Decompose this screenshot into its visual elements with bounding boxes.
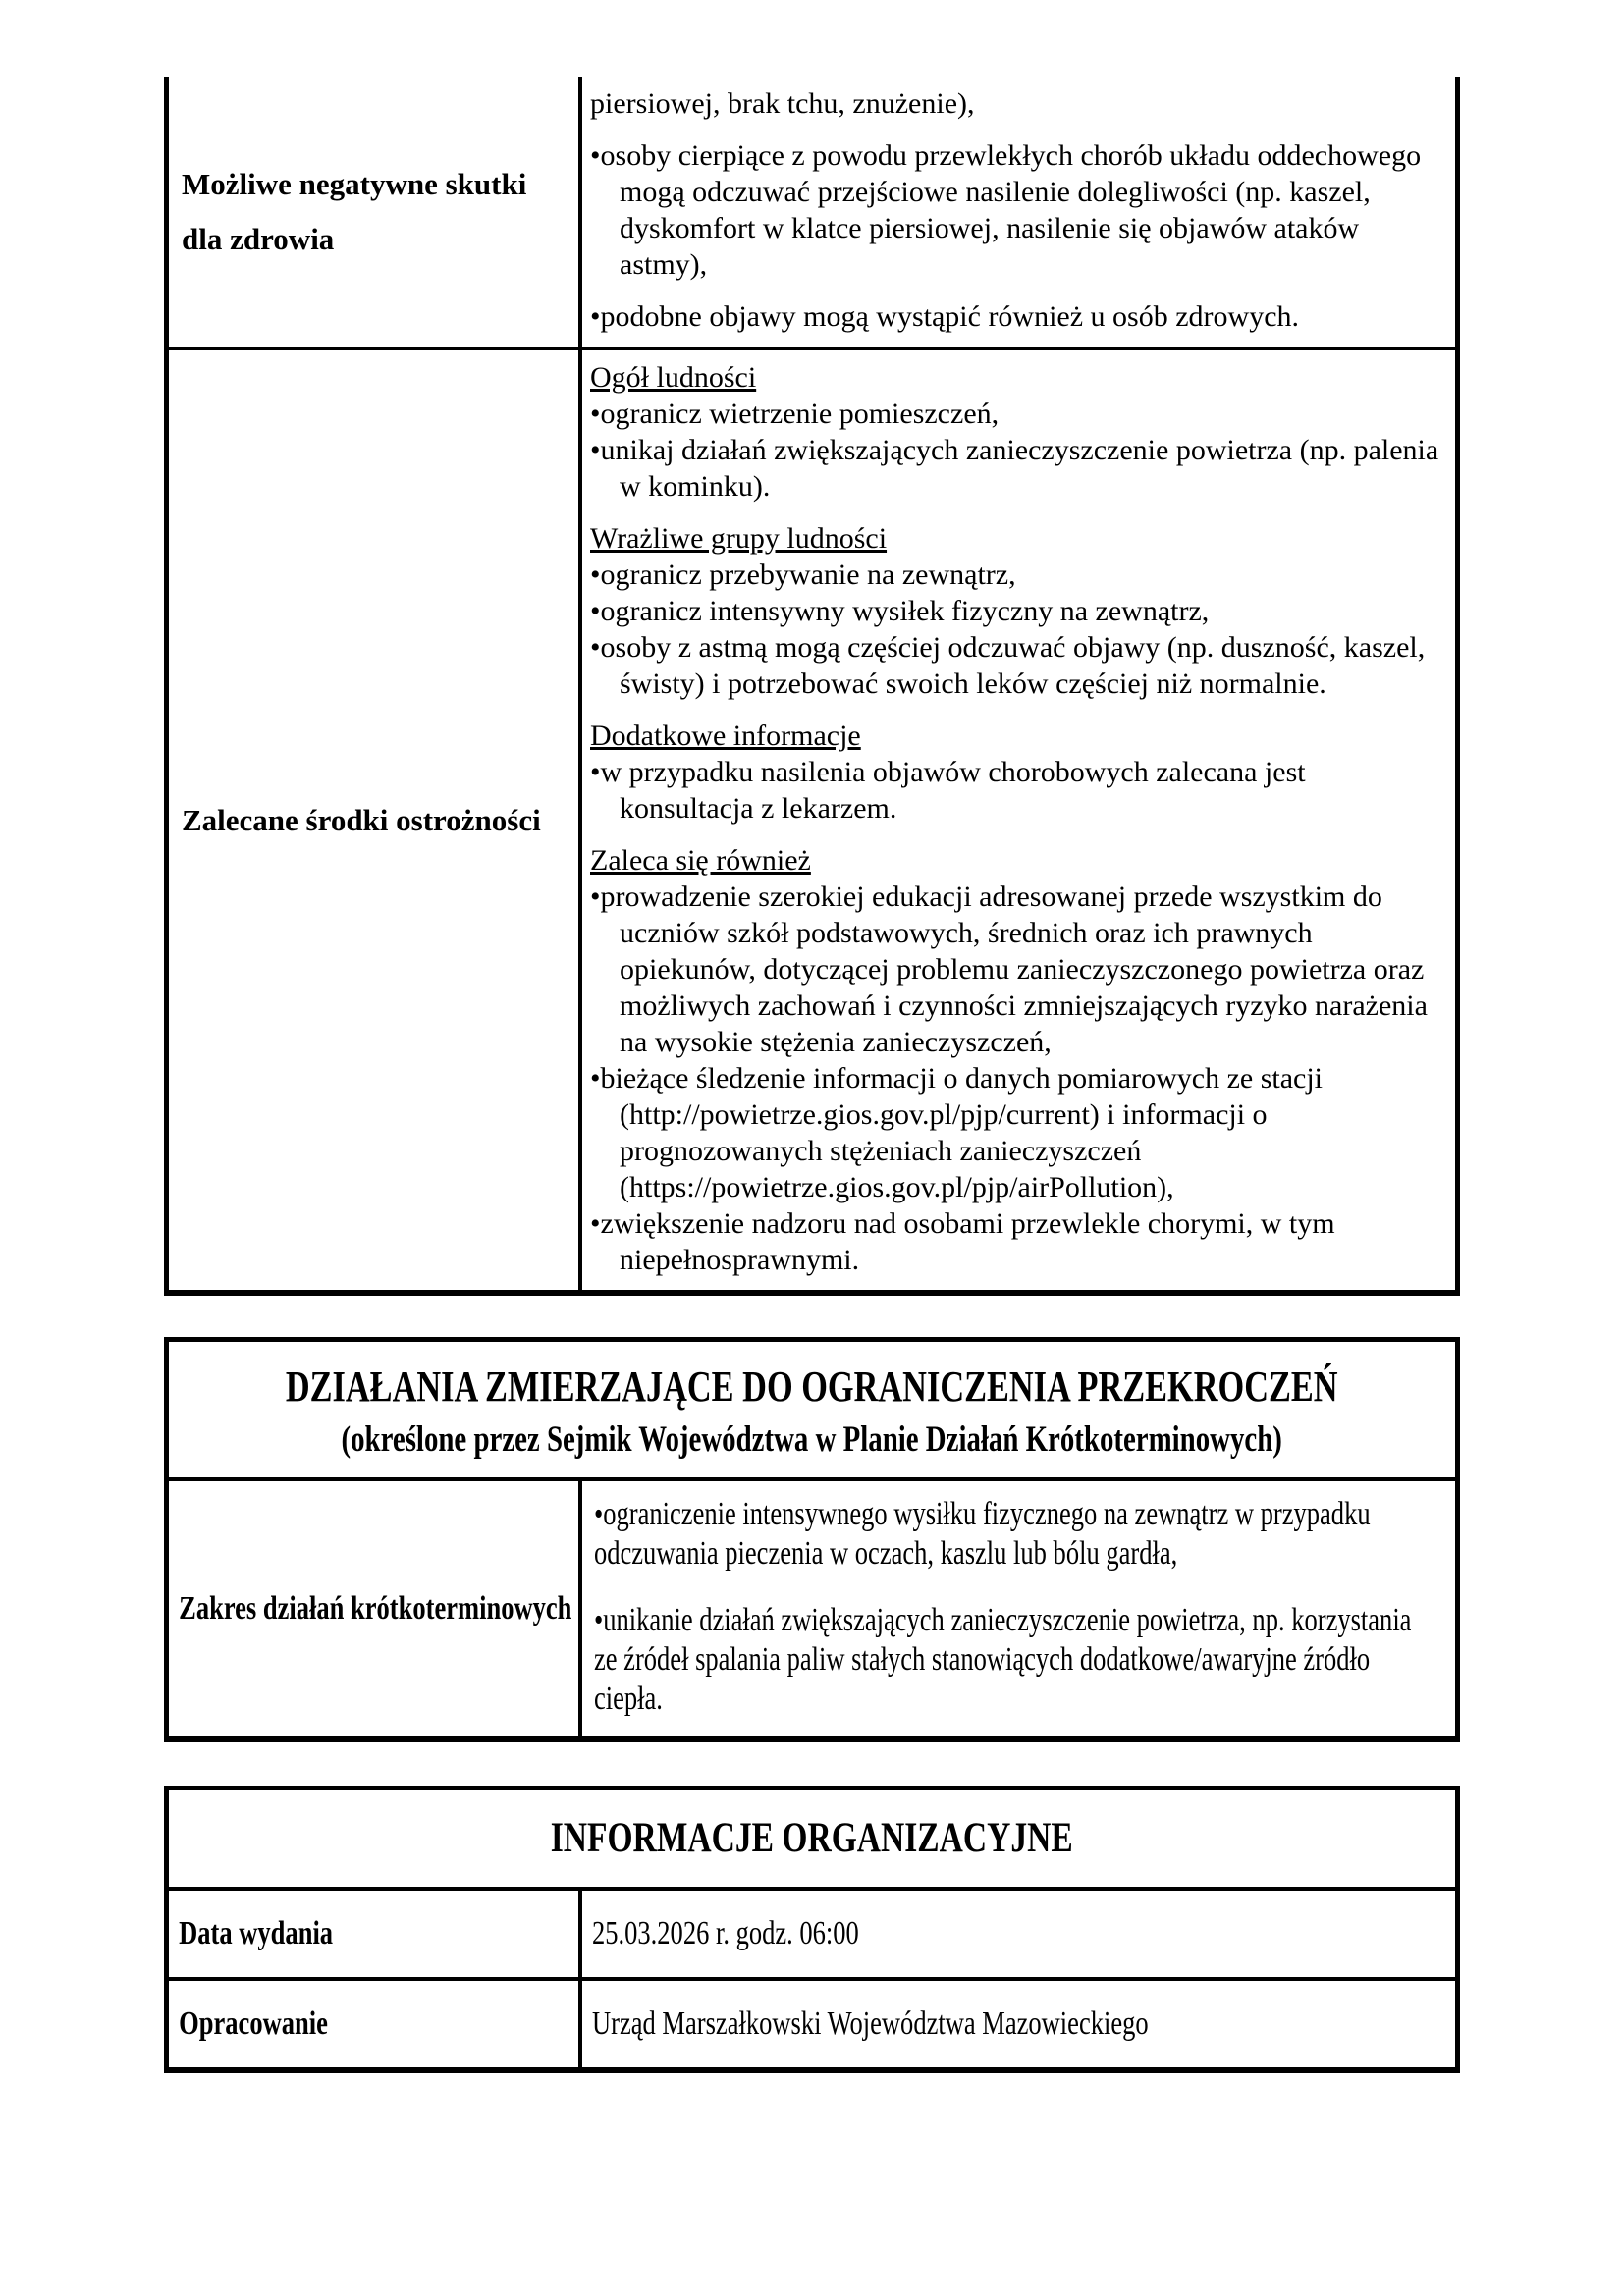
list-item: • ogranicz intensywny wysiłek fizyczny na zewnątrz, [590, 593, 1439, 629]
section-general-population [590, 359, 1439, 505]
precautions-label-cell [169, 350, 582, 1290]
health-effects-table [164, 77, 1460, 1296]
section-heading: Wrażliwe grupy ludności [590, 522, 888, 555]
issue-date-label-cell [169, 1891, 582, 1977]
issue-date-label: Data wydania [179, 1915, 334, 1951]
section-heading: Dodatkowe informacje [590, 720, 861, 752]
short-term-actions-label-cell [169, 1481, 582, 1736]
precautions-row [169, 347, 1455, 1290]
exceedance-actions-header [169, 1342, 1455, 1481]
issue-date-value: 25.03.2026 r. godz. 06:00 [592, 1915, 859, 1951]
list-item: • w przypadku nasilenia objawów chorobowych zalecana jest konsultacja z lekarzem. [590, 754, 1439, 827]
prepared-by-label: Opracowanie [179, 2005, 328, 2042]
health-effects-content-cell [582, 77, 1455, 347]
list-item: • osoby z astmą mogą częściej odczuwać objawy (np. duszność, kaszel, świsty) i potrzebować swoich leków częściej niż normalnie. [590, 629, 1439, 702]
continued-text-line: piersiowej, brak tchu, znużenie), [590, 87, 975, 120]
exceedance-actions-title: DZIAŁANIA ZMIERZAJĄCE DO OGRANICZENIA PRZEKROCZEŃ [286, 1362, 1338, 1411]
short-term-actions-content-cell [582, 1481, 1455, 1736]
precautions-label: Zalecane środki ostrożności [182, 802, 541, 837]
list-item: • bieżące śledzenie informacji o danych pomiarowych ze stacji (http://powietrze.gios.gov.pl/pjp/current) i informacji o prognozowanych stężeniach zanieczyszczeń (https://powietrze.gios.gov.pl/pjp/airPollution), [590, 1060, 1439, 1205]
issue-date-value-cell [582, 1891, 1455, 1977]
section-additional-info [590, 718, 1439, 827]
prepared-by-value: Urząd Marszałkowski Województwa Mazowieckiego [592, 2005, 1149, 2042]
list-item: • podobne objawy mogą wystąpić również u osób zdrowych. [590, 298, 1439, 335]
organizational-info-header [169, 1790, 1455, 1891]
short-term-actions-row [169, 1481, 1455, 1736]
prepared-by-value-cell [582, 1981, 1455, 2067]
precautions-content-cell [582, 350, 1455, 1290]
list-item: • zwiększenie nadzoru nad osobami przewlekle chorymi, w tym niepełnosprawnymi. [590, 1205, 1439, 1278]
list-item: • osoby cierpiące z powodu przewlekłych chorób układu oddechowego mogą odczuwać przejściowe nasilenie dolegliwości (np. kaszel, dyskomfort w klatce piersiowej, nasilenie się objawów ataków astmy), [590, 137, 1439, 283]
organizational-info-title: INFORMACJE ORGANIZACYJNE [550, 1815, 1073, 1861]
section-sensitive-groups [590, 520, 1439, 702]
health-effects-row [169, 77, 1455, 347]
issue-date-row [169, 1891, 1455, 1977]
list-item: • ograniczenie intensywnego wysiłku fizycznego na zewnątrz w przypadku odczuwania pieczenia w oczach, kaszlu lub bólu gardła, [594, 1495, 1437, 1574]
section-also-recommended [590, 842, 1439, 1278]
list-item: • ogranicz wietrzenie pomieszczeń, [590, 396, 1439, 432]
organizational-info-table [164, 1786, 1460, 2073]
prepared-by-row [169, 1977, 1455, 2067]
list-item: • unikaj działań zwiększających zanieczyszczenie powietrza (np. palenia w kominku). [590, 432, 1439, 505]
section-heading: Ogół ludności [590, 361, 757, 394]
exceedance-actions-table [164, 1337, 1460, 1742]
exceedance-actions-subtitle: (określone przez Sejmik Województwa w Planie Działań Krótkoterminowych) [341, 1419, 1283, 1460]
prepared-by-label-cell [169, 1981, 582, 2067]
health-effects-label-cell [169, 77, 582, 347]
short-term-actions-label: Zakres działań krótkoterminowych [179, 1590, 572, 1627]
section-heading: Zaleca się również [590, 844, 811, 877]
list-item: • prowadzenie szerokiej edukacji adresowanej przede wszystkim do uczniów szkół podstawowych, średnich oraz ich prawnych opiekunów, dotyczącej problemu zanieczyszczonego powietrza oraz możliwych zachowań i czynności zmniejszających ryzyko narażenia na wysokie stężenia zanieczyszczeń, [590, 879, 1439, 1060]
list-item: • ogranicz przebywanie na zewnątrz, [590, 557, 1439, 593]
list-item: • unikanie działań zwiększających zanieczyszczenie powietrza, np. korzystania ze źródeł spalania paliw stałych stanowiących dodatkowe/awaryjne źródło ciepła. [594, 1601, 1437, 1719]
health-effects-label: Możliwe negatywne skutki dla zdrowia [182, 166, 527, 256]
